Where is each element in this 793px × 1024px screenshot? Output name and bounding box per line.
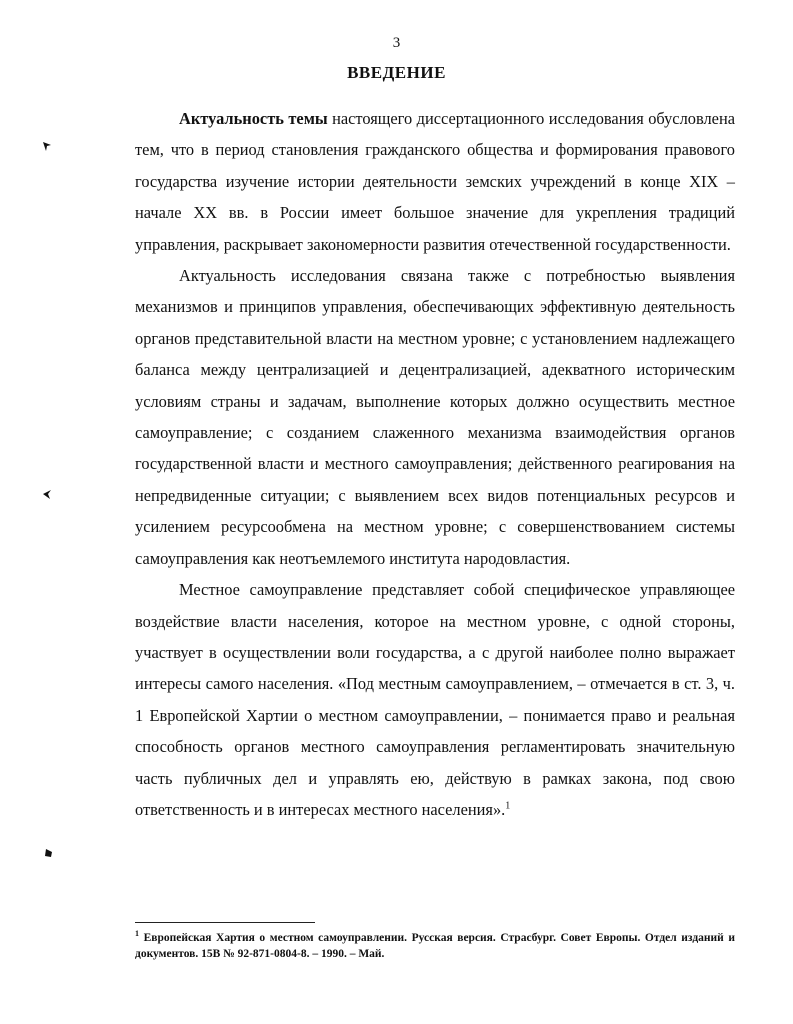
- paragraph-3-text: Местное самоуправление представляет собой специфическое управляющее воздействие власти населения, которое на местном уровне, с одной стороны, участвует в осуществлении воли государства, а с другой наиболее полно выражает интересы самого населения. «Под местным самоуправлением, – отмечается в ст. 3, ч. 1 Европейской Хартии о местном самоуправлении, – понимается право и реальная способность органов местного самоуправления регламентировать значительную часть публичных дел и управлять ею, действую в рамках закона, под свою ответственность и в интересах местного населения».: [135, 580, 735, 819]
- paragraph-1-lead: Актуальность темы: [179, 109, 328, 128]
- binder-mark-icon: [41, 140, 51, 152]
- binder-mark-icon: [41, 488, 51, 500]
- footnote-text: Европейская Хартия о местном самоуправлении. Русская версия. Страсбург. Совет Европы. Отдел изданий и документов. 15В № 92-871-0804-8. – 1990. – Май.: [135, 932, 735, 960]
- page-title: ВВЕДЕНИЕ: [347, 63, 446, 82]
- page-number: 3: [392, 35, 401, 51]
- binder-mark-icon: [43, 847, 53, 859]
- paragraph-1: [135, 103, 735, 260]
- footnote-reference: 1: [505, 800, 511, 812]
- paragraph-2-text: Актуальность исследования связана также с потребностью выявления механизмов и принципов управления, обеспечивающих эффективную деятельность органов представительной власти на местном уровне; с установлением надлежащего баланса между централизацией и децентрализацией, адекватного историческим условиям страны и задачам, выполнение которых должно осуществить местное самоуправление; с созданием слаженного механизма взаимодействия органов государственной власти и местного самоуправления; действенного реагирования на непредвиденные ситуации; с выявлением всех видов потенциальных ресурсов и усилением ресурсообмена на местном уровне; с совершенствованием системы самоуправления как неотъемлемого института народовластия.: [135, 266, 735, 568]
- paragraph-1-text: настоящего диссертационного исследования обусловлена тем, что в период становления гражданского общества и формирования правового государства изучение истории деятельности земских учреждений в конце XIX – начале XX вв. в России имеет большое значение для укрепления традиций управления, раскрывает закономерности развития отечественной государственности.: [135, 109, 735, 254]
- footnote-divider: [135, 922, 315, 923]
- body-text: [135, 103, 735, 825]
- footnote-number: 1: [135, 929, 139, 939]
- footnote: [135, 930, 735, 962]
- paragraph-2: [135, 260, 735, 574]
- paragraph-3: [135, 574, 735, 825]
